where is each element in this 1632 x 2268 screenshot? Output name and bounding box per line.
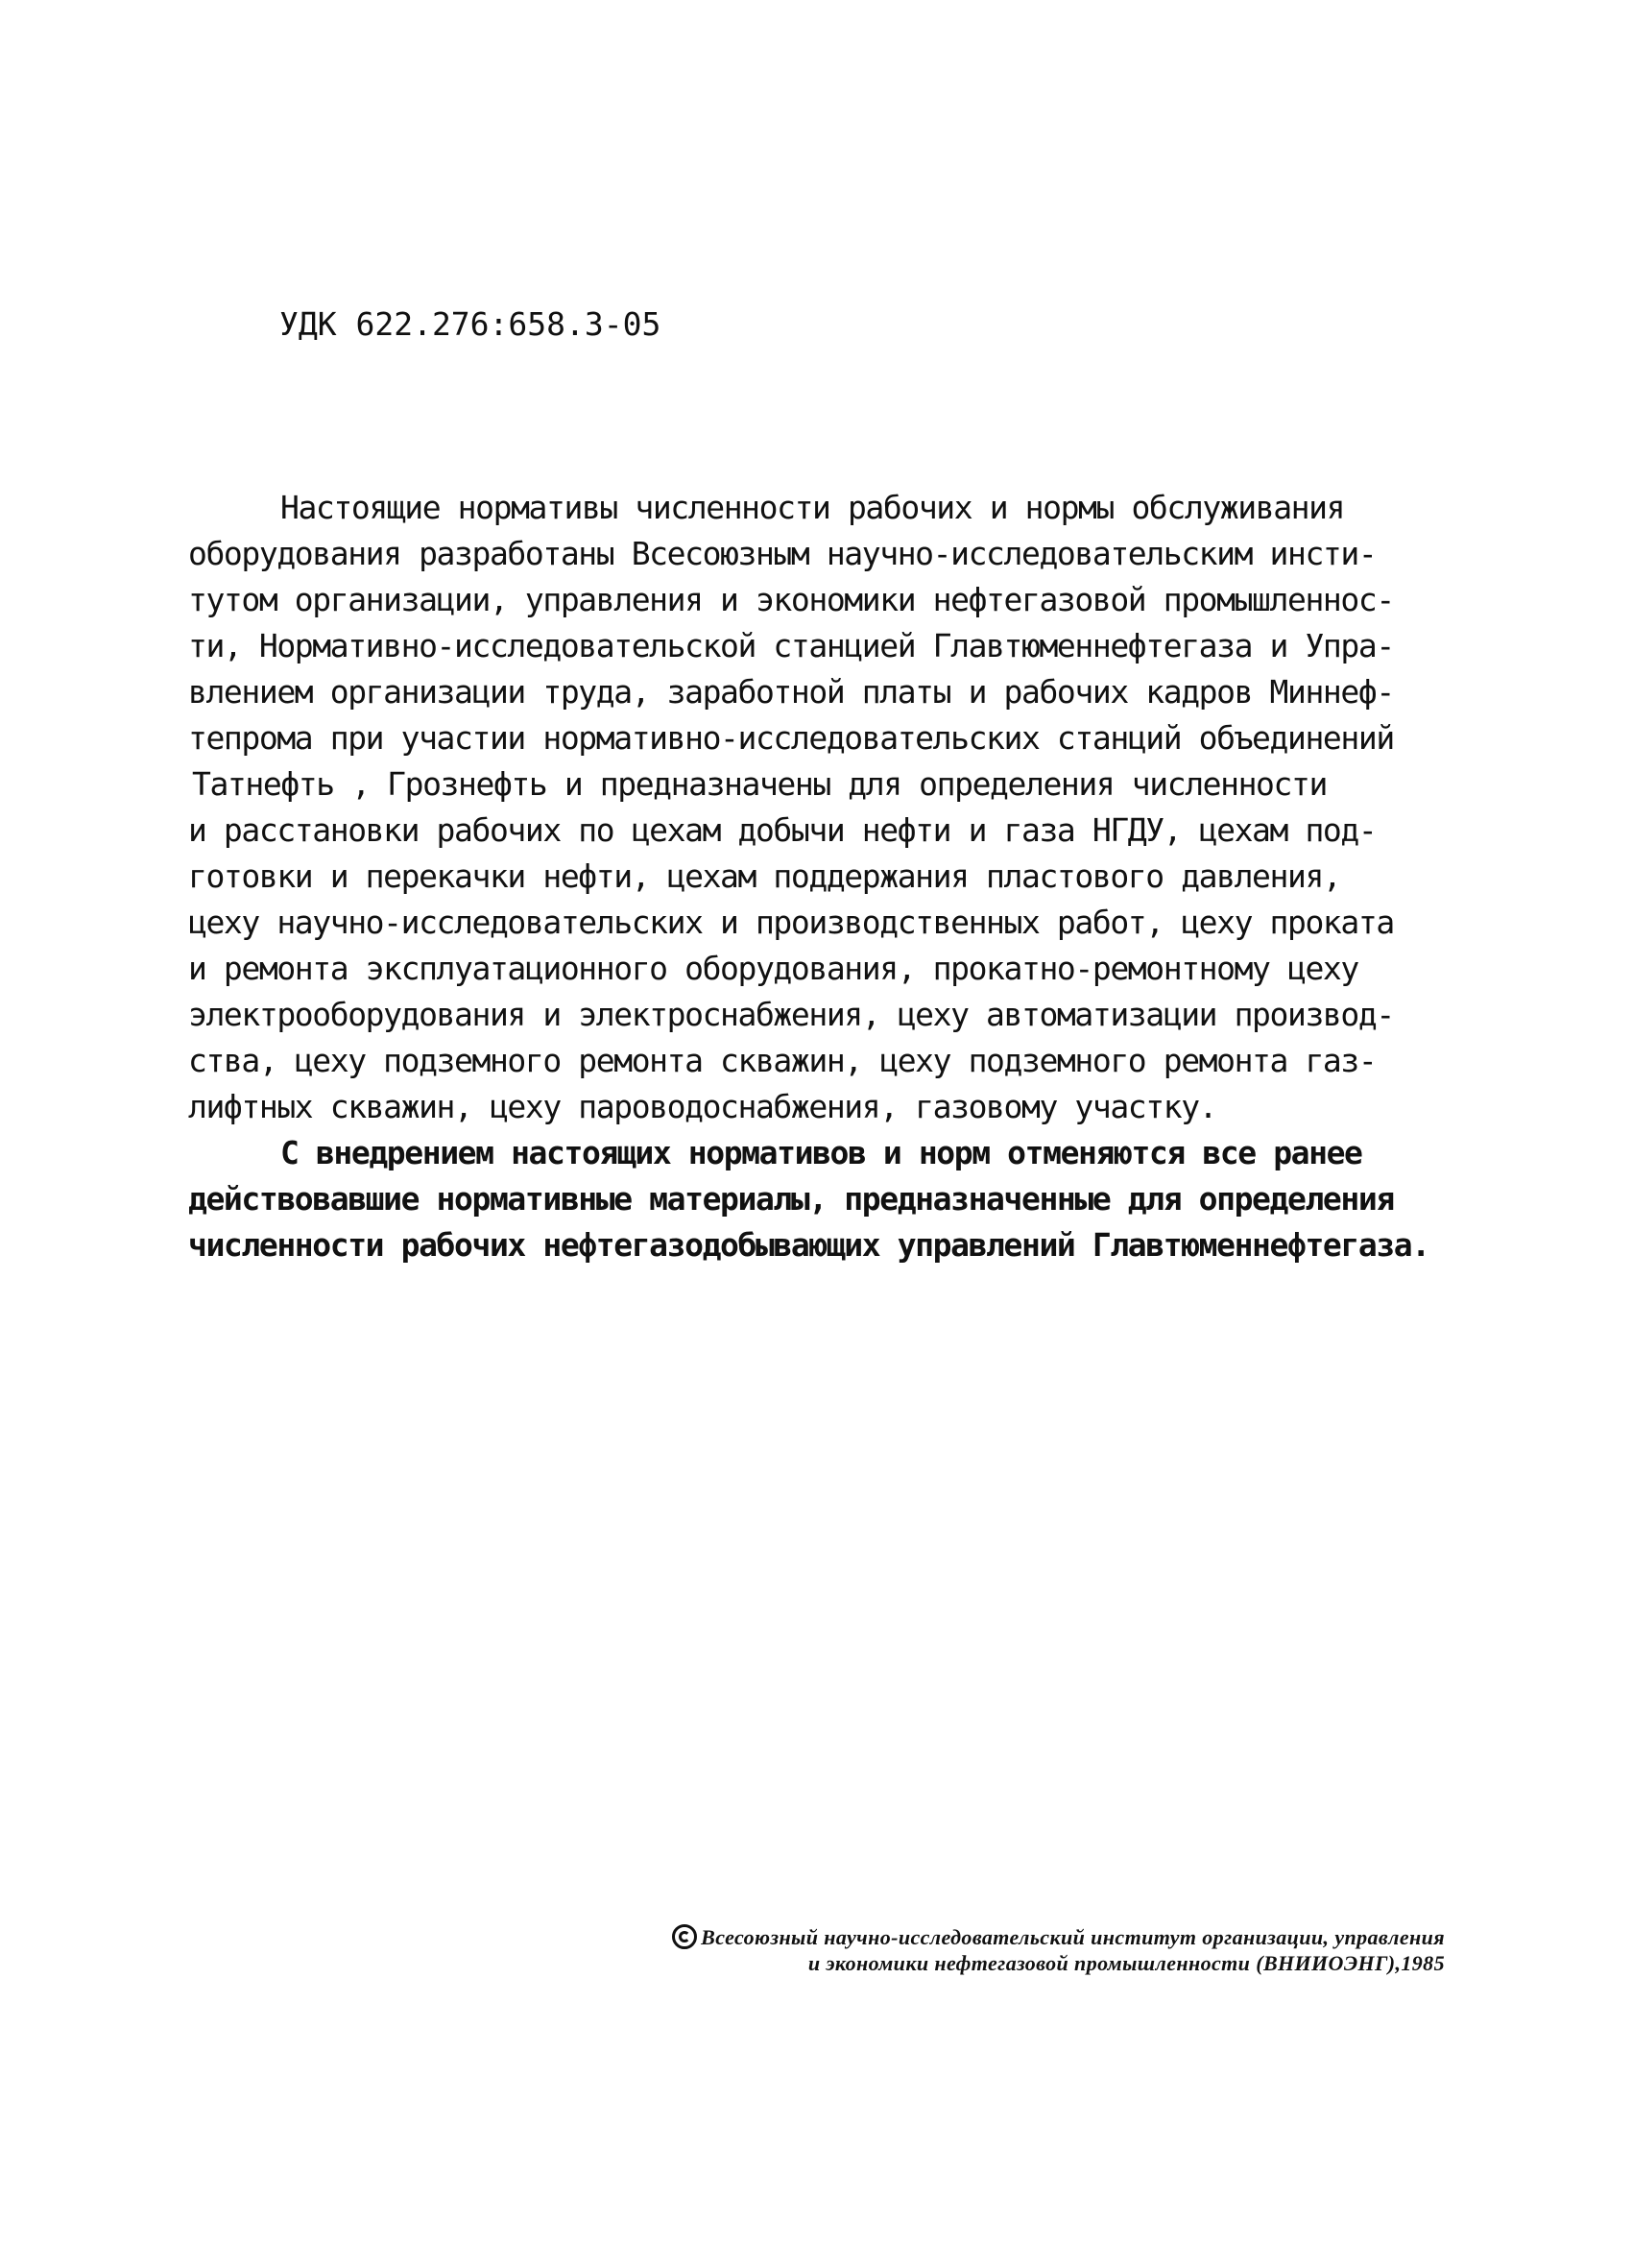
body-line: цеху научно-исследовательских и производственных работ, цеху проката [188, 904, 1394, 941]
body-line: ти, Нормативно-исследовательской станцией Главтюменнефтегаза и Упра- [188, 627, 1394, 664]
body-line: тепрома при участии нормативно-исследовательских станций объединений [188, 719, 1394, 757]
body-line: электрооборудования и электроснабжения, цеху автоматизации производ- [188, 996, 1394, 1033]
body-text [188, 485, 1455, 1268]
copyright-row [475, 1950, 1445, 1976]
udk-code: УДК 622.276:658.3-05 [279, 305, 661, 343]
body-line: оборудования разработаны Всесоюзным научно-исследовательским инсти- [188, 535, 1377, 572]
copyright-notice [475, 1924, 1445, 1976]
body-line: ства, цеху подземного ремонта скважин, цеху подземного ремонта газ- [188, 1042, 1377, 1079]
copyright-line-2: и экономики нефтегазовой промышленности (ВНИИОЭНГ),1985 [807, 1951, 1445, 1975]
body-line: действовавшие нормативные материалы, предназначенные для определения [188, 1180, 1394, 1218]
body-line: тутом организации, управления и экономики нефтегазовой промышленнос- [188, 581, 1394, 618]
body-line: и расстановки рабочих по цехам добычи нефти и газа НГДУ, цехам под- [188, 811, 1377, 849]
copyright-row [475, 1924, 1445, 1950]
body-line: лифтных скважин, цеху пароводоснабжения, газовому участку. [188, 1088, 1217, 1125]
copyright-icon [672, 1924, 697, 1949]
copyright-line-1: Всесоюзный научно-исследовательский институт организации, управления [701, 1925, 1445, 1949]
body-line: С внедрением настоящих нормативов и норм отменяются все ранее [280, 1134, 1362, 1171]
body-line: готовки и перекачки нефти, цехам поддержания пластового давления, [188, 857, 1341, 895]
body-line: Татнефть , Грознефть и предназначены для определения численности [192, 765, 1327, 803]
body-line: влением организации труда, заработной платы и рабочих кадров Миннеф- [188, 673, 1394, 711]
body-line: численности рабочих нефтегазодобывающих управлений Главтюменнефтегаза. [188, 1226, 1429, 1264]
body-line: Настоящие нормативы численности рабочих и нормы обслуживания [280, 489, 1345, 526]
body-line: и ремонта эксплуатационного оборудования, прокатно-ремонтному цеху [188, 950, 1358, 987]
